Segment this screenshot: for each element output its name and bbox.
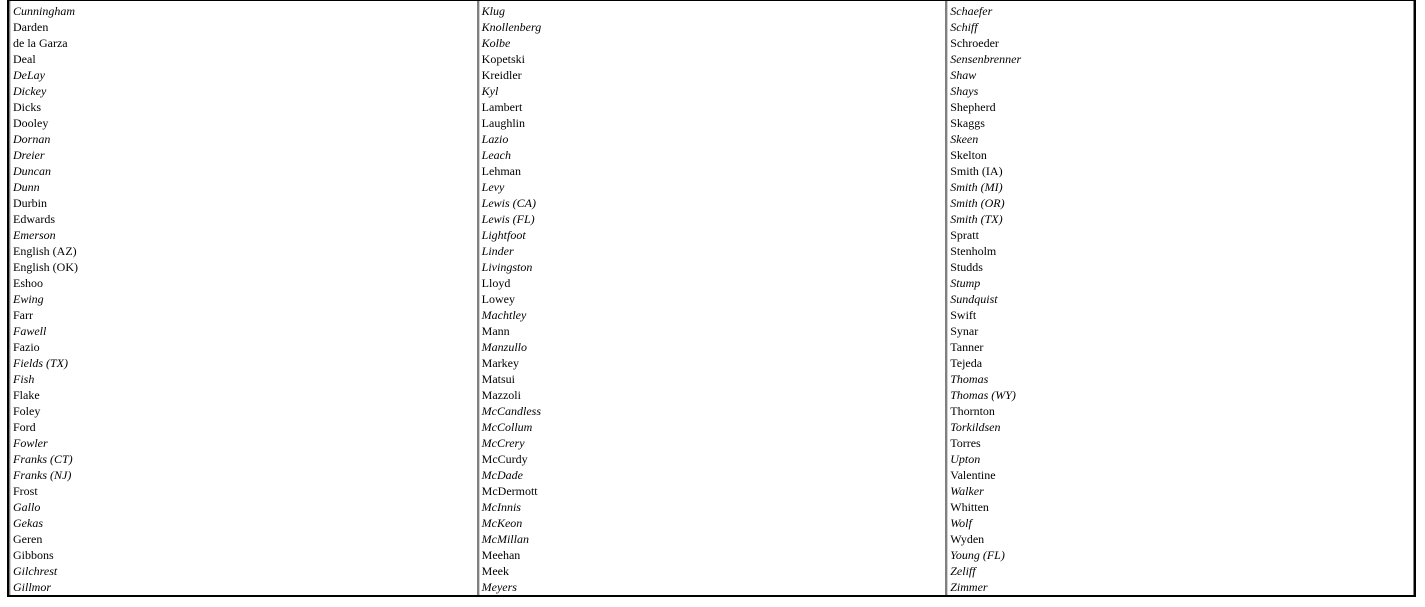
member-name: Kyl	[481, 84, 499, 98]
member-name: Fowler	[13, 436, 48, 450]
member-name: Shays	[950, 84, 979, 98]
member-name: English (AZ)	[13, 244, 77, 258]
member-name: Klug	[481, 4, 505, 18]
member-name: Emerson	[13, 228, 56, 242]
member-name: Ford	[13, 420, 36, 434]
member-column-2	[478, 1, 947, 595]
member-name: Skelton	[950, 148, 987, 162]
member-name: Flake	[13, 388, 40, 402]
member-name: Edwards	[13, 212, 55, 226]
member-name: Foley	[13, 404, 41, 418]
member-name: Markey	[481, 356, 519, 370]
member-name: Dreier	[13, 148, 45, 162]
member-name: Cunningham	[13, 4, 76, 18]
member-name: Wyden	[950, 532, 985, 546]
member-name: Lowey	[481, 292, 515, 306]
member-name: Kopetski	[481, 52, 525, 66]
member-name: McInnis	[481, 500, 521, 514]
member-name: Shepherd	[950, 100, 996, 114]
member-name: Fields (TX)	[13, 356, 68, 370]
member-name: Thomas (WY)	[950, 388, 1016, 402]
member-name: Shaw	[950, 68, 977, 82]
member-name: Leach	[481, 148, 511, 162]
member-name: Lehman	[481, 164, 521, 178]
member-name: Lazio	[481, 132, 509, 146]
member-name: Durbin	[13, 196, 47, 210]
member-name: Laughlin	[481, 116, 525, 130]
member-name: Schiff	[950, 20, 978, 34]
member-name: Dicks	[13, 100, 41, 114]
member-name: Franks (CT)	[13, 452, 73, 466]
member-name: Dornan	[13, 132, 51, 146]
member-name: Fawell	[13, 324, 47, 338]
member-name: Lewis (FL)	[481, 212, 535, 226]
member-name: Sundquist	[950, 292, 998, 306]
member-name: Skeen	[950, 132, 979, 146]
member-name: Skaggs	[950, 116, 985, 130]
member-name: Livingston	[481, 260, 533, 274]
member-name: Zimmer	[950, 580, 988, 594]
member-name: Synar	[950, 324, 979, 338]
member-name: Mazzoli	[481, 388, 521, 402]
member-name: Meehan	[481, 548, 521, 562]
member-name: Torres	[950, 436, 981, 450]
member-name: Thornton	[950, 404, 995, 418]
member-name: de la Garza	[13, 36, 68, 50]
member-name: Meyers	[481, 580, 517, 594]
member-name: Linder	[481, 244, 514, 258]
member-name: Stenholm	[950, 244, 997, 258]
member-name: Manzullo	[481, 340, 527, 354]
member-name: Wolf	[950, 516, 972, 530]
member-name: Duncan	[13, 164, 51, 178]
member-name: Lightfoot	[481, 228, 526, 242]
member-name: Smith (TX)	[950, 212, 1003, 226]
member-name: Gibbons	[13, 548, 54, 562]
member-name: Studds	[950, 260, 983, 274]
member-name: McDade	[481, 468, 523, 482]
member-name: Zeliff	[950, 564, 976, 578]
member-name: Tanner	[950, 340, 984, 354]
member-name: Darden	[13, 20, 49, 34]
member-name: Franks (NJ)	[13, 468, 72, 482]
member-name: Thomas	[950, 372, 989, 386]
member-name: Gekas	[13, 516, 43, 530]
member-name: Sensenbrenner	[950, 52, 1022, 66]
member-name: Dickey	[13, 84, 47, 98]
member-name: Walker	[950, 484, 984, 498]
member-name: Gilchrest	[13, 564, 58, 578]
member-name: Knollenberg	[481, 20, 542, 34]
member-name: Schroeder	[950, 36, 999, 50]
member-name: Smith (MI)	[950, 180, 1003, 194]
member-name: Spratt	[950, 228, 979, 242]
member-name: Mann	[481, 324, 510, 338]
member-name: Dunn	[13, 180, 40, 194]
member-name: Machtley	[481, 308, 527, 322]
member-name: Matsui	[481, 372, 515, 386]
member-name: Gallo	[13, 500, 41, 514]
member-name: Fazio	[13, 340, 40, 354]
member-name: Swift	[950, 308, 977, 322]
member-name: Fish	[13, 372, 35, 386]
member-column-1	[9, 1, 478, 595]
member-name: Geren	[13, 532, 43, 546]
member-name: McCrery	[481, 436, 525, 450]
member-name: Tejeda	[950, 356, 983, 370]
member-name: McDermott	[481, 484, 538, 498]
member-name: Torkildsen	[950, 420, 1001, 434]
member-name: McKeon	[481, 516, 523, 530]
member-name: Levy	[481, 180, 505, 194]
member-name: McCurdy	[481, 452, 528, 466]
member-name: Frost	[13, 484, 38, 498]
member-name: Deal	[13, 52, 36, 66]
member-name: Upton	[950, 452, 981, 466]
member-name: McMillan	[481, 532, 529, 546]
member-name: McCollum	[481, 420, 533, 434]
member-name: English (OK)	[13, 260, 78, 274]
member-name: Eshoo	[13, 276, 43, 290]
roll-call-table	[7, 0, 1416, 597]
member-name: DeLay	[13, 68, 45, 82]
member-name: Schaefer	[950, 4, 993, 18]
member-name: Kreidler	[481, 68, 522, 82]
table-row	[9, 1, 1414, 595]
member-column-3	[946, 1, 1414, 595]
member-name: Lewis (CA)	[481, 196, 536, 210]
member-name: Young (FL)	[950, 548, 1005, 562]
member-name: McCandless	[481, 404, 541, 418]
member-name: Valentine	[950, 468, 996, 482]
member-name: Smith (OR)	[950, 196, 1005, 210]
member-name: Whitten	[950, 500, 989, 514]
member-name: Farr	[13, 308, 33, 322]
member-name: Stump	[950, 276, 981, 290]
member-name: Smith (IA)	[950, 164, 1003, 178]
member-name: Lloyd	[481, 276, 511, 290]
member-name: Ewing	[13, 292, 44, 306]
member-name: Meek	[481, 564, 509, 578]
member-name: Lambert	[481, 100, 523, 114]
member-name: Gillmor	[13, 580, 52, 594]
member-name: Kolbe	[481, 36, 511, 50]
member-name: Dooley	[13, 116, 49, 130]
